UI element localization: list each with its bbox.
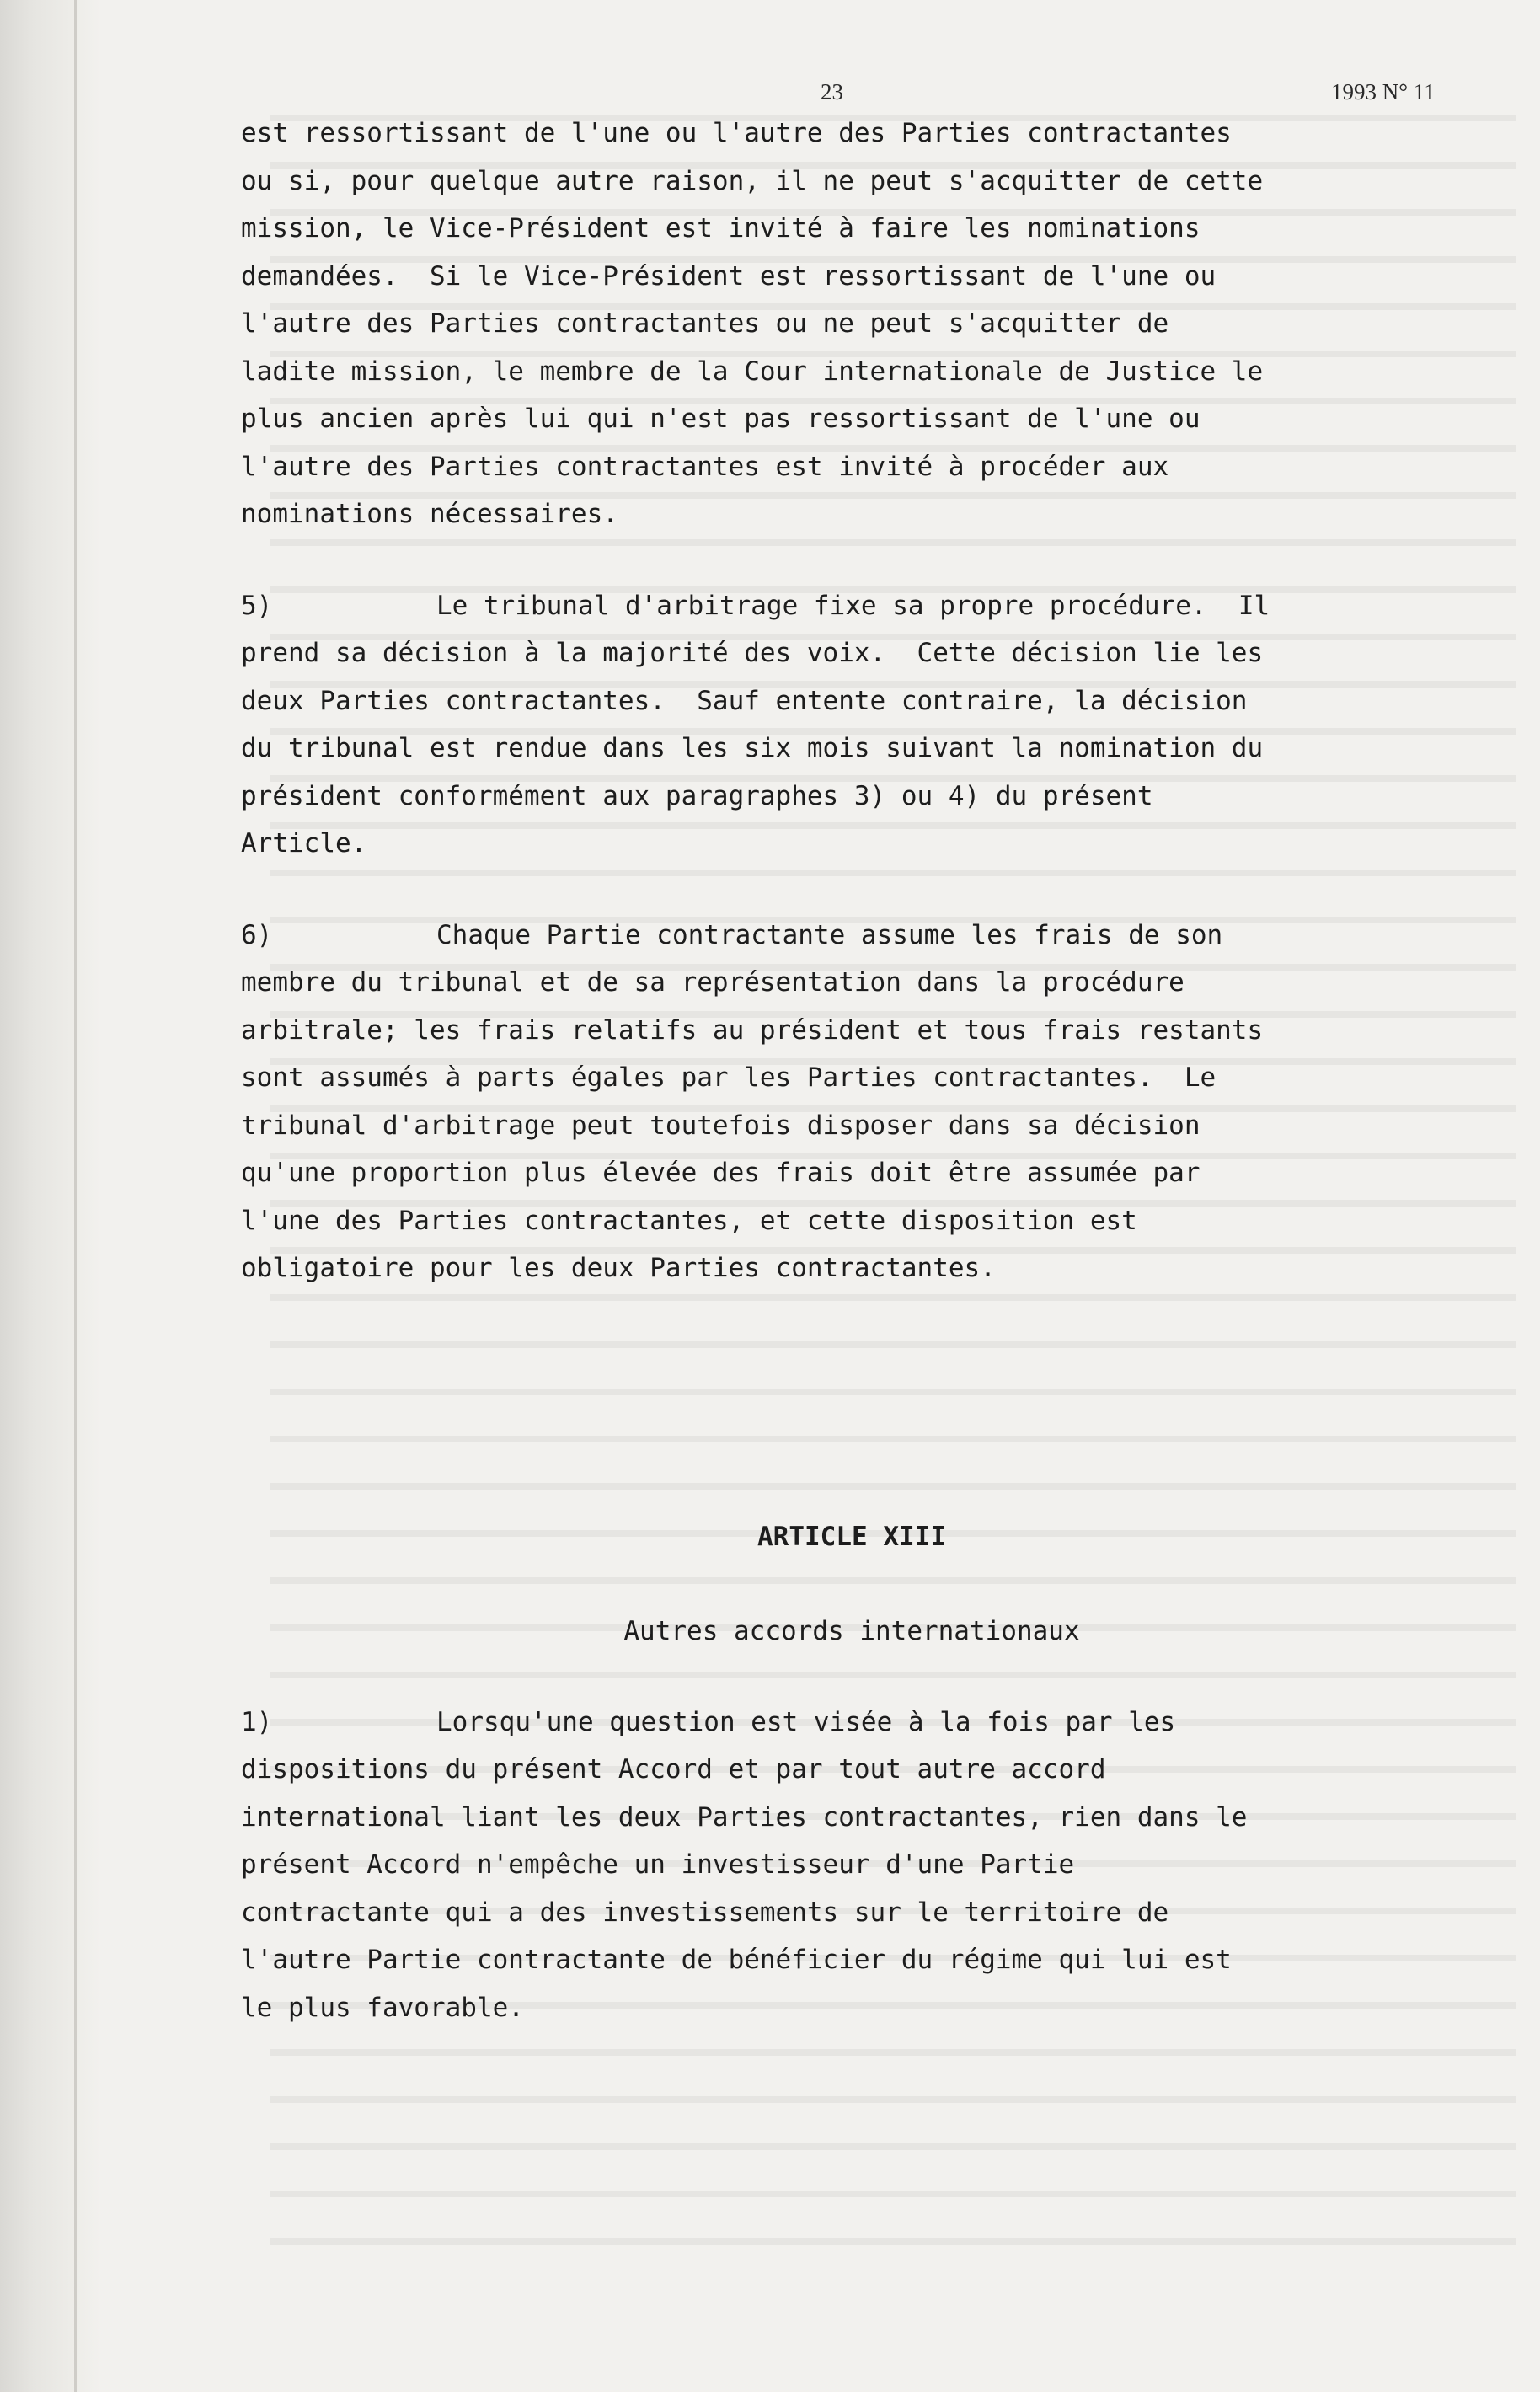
document-reference: 1993 N° 11 xyxy=(1331,79,1436,104)
page-number: 23 xyxy=(821,79,843,104)
paragraph-gap xyxy=(241,1655,1462,1699)
paragraph-1 xyxy=(241,1699,1462,2032)
paragraph-text: Lorsqu'une question est visée à la fois par les dispositions du présent Accord et par tout autre accord international liant les deux Parties contractantes, rien dans le présent Accord n'empêche un investisseur d'une Partie contractante qui a des investissements sur le territoire de l'autre Partie contractante de bénéficier du régime qui lui est le plus favorable. xyxy=(241,1706,1248,2023)
paragraph-number: 5) xyxy=(241,590,273,621)
page-fold-line xyxy=(74,0,77,2392)
document-page xyxy=(241,76,1462,2031)
paragraph-number: 1) xyxy=(241,1706,273,1737)
continuation-paragraph: est ressortissant de l'une ou l'autre des Parties contractantes ou si, pour quelque autre raison, il ne peut s'acquitter de cette mission, le Vice-Président est invité à faire les nominations demandées. Si le Vice-Président est ressortissant de l'une ou l'autre des Parties contractantes ou ne peut s'acquitter de ladite mission, le membre de la Cour internationale de Justice le plus ancien après lui qui n'est pas ressortissant de l'une ou l'autre des Parties contractantes est invité à procéder aux nominations nécessaires. xyxy=(241,118,1264,529)
paragraph-gap xyxy=(241,868,1462,912)
paragraph-text: Le tribunal d'arbitrage fixe sa propre procédure. Il prend sa décision à la majorité des voix. Cette décision lie les deux Parties contractantes. Sauf entente contraire, la décision du tribunal est rendue dans les six mois suivant la nomination du président conformément aux paragraphes 3) ou 4) du présent Article. xyxy=(241,590,1270,859)
article-heading: ARTICLE XIII xyxy=(757,1521,946,1552)
article-subtitle: Autres accords internationaux xyxy=(623,1615,1080,1646)
paragraph-text: Chaque Partie contractante assume les frais de son membre du tribunal et de sa représentation dans la procédure arbitrale; les frais relatifs au président et tous frais restants sont assumés à parts égales par les Parties contractantes. Le tribunal d'arbitrage peut toutefois disposer dans sa décision qu'une proportion plus élevée des frais doit être assumée par l'une des Parties contractantes, et cette disposition est obligatoire pour les deux Parties contractantes. xyxy=(241,919,1264,1283)
page-gutter-shadow xyxy=(0,0,101,2392)
page-header xyxy=(241,76,1462,110)
paragraph-number: 6) xyxy=(241,919,273,950)
paragraph-5 xyxy=(241,582,1462,868)
paragraph-gap xyxy=(241,538,1462,582)
paragraph-6 xyxy=(241,912,1462,1292)
